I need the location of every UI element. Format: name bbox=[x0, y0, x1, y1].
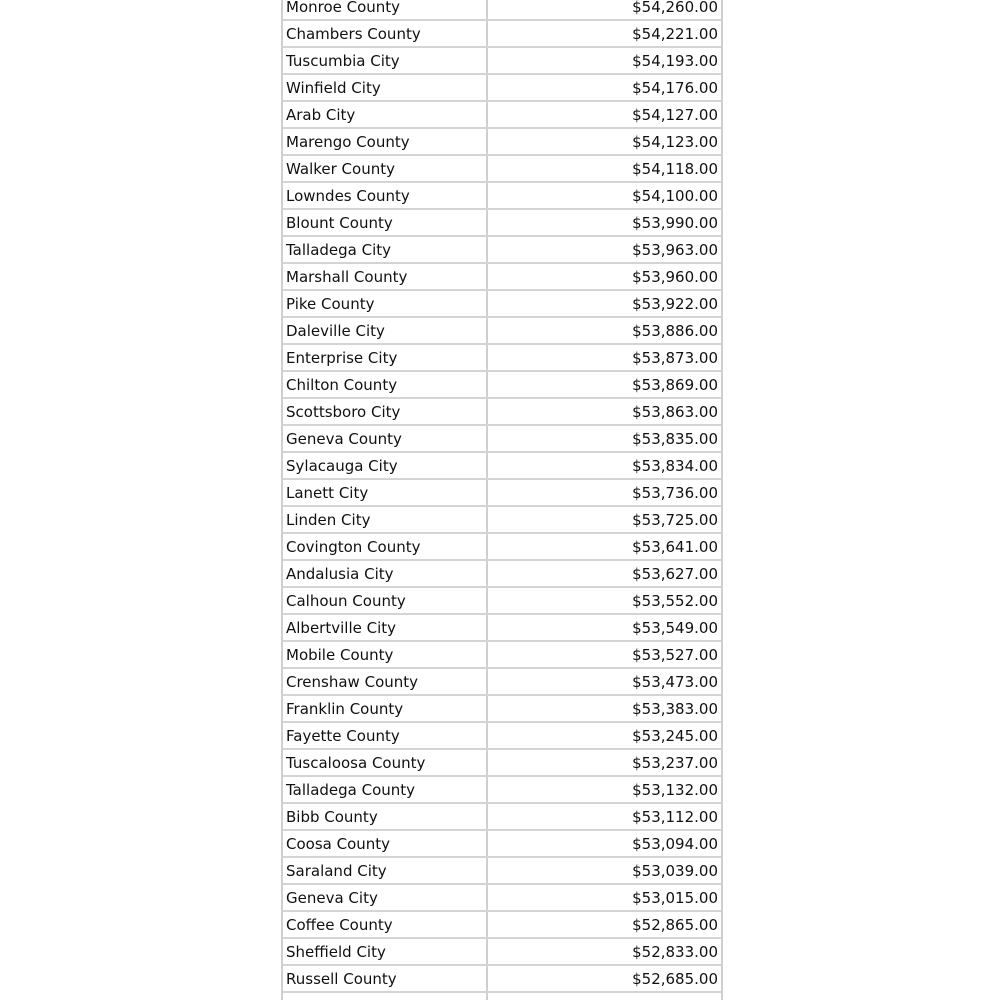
amount-cell: $54,260.00 bbox=[632, 0, 718, 16]
table-row bbox=[283, 237, 721, 264]
district-name-cell: Russell County bbox=[283, 966, 488, 991]
amount-cell: $53,725.00 bbox=[632, 511, 718, 529]
district-name-cell: Coffee County bbox=[283, 912, 488, 937]
table-row bbox=[283, 858, 721, 885]
table-row bbox=[283, 0, 721, 21]
district-name-cell: Mobile County bbox=[283, 642, 488, 667]
table-row bbox=[283, 723, 721, 750]
district-name-cell: Enterprise City bbox=[283, 345, 488, 370]
table-row bbox=[283, 399, 721, 426]
amount-cell: $53,834.00 bbox=[632, 457, 718, 475]
district-name-cell: Talladega City bbox=[283, 237, 488, 262]
district-name-cell: Lanett City bbox=[283, 480, 488, 505]
amount-cell: $53,237.00 bbox=[632, 754, 718, 772]
district-name-cell bbox=[283, 993, 488, 1000]
amount-cell: $53,869.00 bbox=[632, 376, 718, 394]
amount-cell: $53,886.00 bbox=[632, 322, 718, 340]
table-row bbox=[283, 129, 721, 156]
district-name-cell: Lowndes County bbox=[283, 183, 488, 208]
table-row bbox=[283, 318, 721, 345]
table-row bbox=[283, 642, 721, 669]
amount-cell: $53,245.00 bbox=[632, 727, 718, 745]
amount-cell bbox=[488, 993, 721, 1000]
district-name-cell: Geneva City bbox=[283, 885, 488, 910]
table-row bbox=[283, 939, 721, 966]
amount-cell: $54,100.00 bbox=[632, 187, 718, 205]
amount-cell: $53,990.00 bbox=[632, 214, 718, 232]
table-row bbox=[283, 993, 721, 1000]
district-name-cell: Scottsboro City bbox=[283, 399, 488, 424]
table-row bbox=[283, 75, 721, 102]
amount-cell: $53,039.00 bbox=[632, 862, 718, 880]
district-name-cell: Albertville City bbox=[283, 615, 488, 640]
table-row bbox=[283, 777, 721, 804]
table-row bbox=[283, 210, 721, 237]
table-row bbox=[283, 102, 721, 129]
table-row bbox=[283, 21, 721, 48]
table-row bbox=[283, 453, 721, 480]
district-name-cell: Marshall County bbox=[283, 264, 488, 289]
district-name-cell: Daleville City bbox=[283, 318, 488, 343]
amount-cell: $53,960.00 bbox=[632, 268, 718, 286]
amount-cell: $53,094.00 bbox=[632, 835, 718, 853]
district-name-cell: Monroe County bbox=[283, 0, 488, 19]
district-name-cell: Covington County bbox=[283, 534, 488, 559]
amount-cell: $54,118.00 bbox=[632, 160, 718, 178]
table-row bbox=[283, 183, 721, 210]
amount-cell: $53,383.00 bbox=[632, 700, 718, 718]
amount-cell: $53,112.00 bbox=[632, 808, 718, 826]
salary-table bbox=[281, 0, 723, 1000]
district-name-cell: Geneva County bbox=[283, 426, 488, 451]
district-name-cell: Crenshaw County bbox=[283, 669, 488, 694]
district-name-cell: Fayette County bbox=[283, 723, 488, 748]
district-name-cell: Franklin County bbox=[283, 696, 488, 721]
table-row bbox=[283, 588, 721, 615]
amount-cell: $53,835.00 bbox=[632, 430, 718, 448]
table-row bbox=[283, 831, 721, 858]
table-row bbox=[283, 372, 721, 399]
amount-cell: $52,685.00 bbox=[632, 970, 718, 988]
amount-cell: $54,127.00 bbox=[632, 106, 718, 124]
amount-cell: $53,963.00 bbox=[632, 241, 718, 259]
amount-cell: $53,863.00 bbox=[632, 403, 718, 421]
table-row bbox=[283, 156, 721, 183]
table-row bbox=[283, 696, 721, 723]
district-name-cell: Pike County bbox=[283, 291, 488, 316]
district-name-cell: Tuscumbia City bbox=[283, 48, 488, 73]
amount-cell: $52,833.00 bbox=[632, 943, 718, 961]
amount-cell: $53,552.00 bbox=[632, 592, 718, 610]
district-name-cell: Arab City bbox=[283, 102, 488, 127]
amount-cell: $52,865.00 bbox=[632, 916, 718, 934]
table-row bbox=[283, 561, 721, 588]
table-row bbox=[283, 669, 721, 696]
table-row bbox=[283, 750, 721, 777]
district-name-cell: Tuscaloosa County bbox=[283, 750, 488, 775]
district-name-cell: Blount County bbox=[283, 210, 488, 235]
amount-cell: $54,123.00 bbox=[632, 133, 718, 151]
table-row bbox=[283, 480, 721, 507]
district-name-cell: Sheffield City bbox=[283, 939, 488, 964]
district-name-cell: Chambers County bbox=[283, 21, 488, 46]
district-name-cell: Coosa County bbox=[283, 831, 488, 856]
district-name-cell: Linden City bbox=[283, 507, 488, 532]
district-name-cell: Sylacauga City bbox=[283, 453, 488, 478]
amount-cell: $53,527.00 bbox=[632, 646, 718, 664]
amount-cell: $54,193.00 bbox=[632, 52, 718, 70]
table-row bbox=[283, 426, 721, 453]
amount-cell: $54,176.00 bbox=[632, 79, 718, 97]
district-name-cell: Andalusia City bbox=[283, 561, 488, 586]
amount-cell: $53,015.00 bbox=[632, 889, 718, 907]
district-name-cell: Calhoun County bbox=[283, 588, 488, 613]
amount-cell: $53,641.00 bbox=[632, 538, 718, 556]
table-row bbox=[283, 48, 721, 75]
district-name-cell: Talladega County bbox=[283, 777, 488, 802]
table-row bbox=[283, 966, 721, 993]
amount-cell: $53,627.00 bbox=[632, 565, 718, 583]
table-row bbox=[283, 912, 721, 939]
amount-cell: $53,922.00 bbox=[632, 295, 718, 313]
district-name-cell: Walker County bbox=[283, 156, 488, 181]
table-row bbox=[283, 264, 721, 291]
amount-cell: $53,873.00 bbox=[632, 349, 718, 367]
table-row bbox=[283, 615, 721, 642]
district-name-cell: Marengo County bbox=[283, 129, 488, 154]
table-row bbox=[283, 804, 721, 831]
table-row bbox=[283, 885, 721, 912]
district-name-cell: Chilton County bbox=[283, 372, 488, 397]
amount-cell: $53,473.00 bbox=[632, 673, 718, 691]
district-name-cell: Saraland City bbox=[283, 858, 488, 883]
amount-cell: $53,132.00 bbox=[632, 781, 718, 799]
district-name-cell: Bibb County bbox=[283, 804, 488, 829]
amount-cell: $53,549.00 bbox=[632, 619, 718, 637]
table-row bbox=[283, 345, 721, 372]
table-row bbox=[283, 291, 721, 318]
amount-cell: $54,221.00 bbox=[632, 25, 718, 43]
district-name-cell: Winfield City bbox=[283, 75, 488, 100]
amount-cell: $53,736.00 bbox=[632, 484, 718, 502]
table-row bbox=[283, 534, 721, 561]
table-row bbox=[283, 507, 721, 534]
